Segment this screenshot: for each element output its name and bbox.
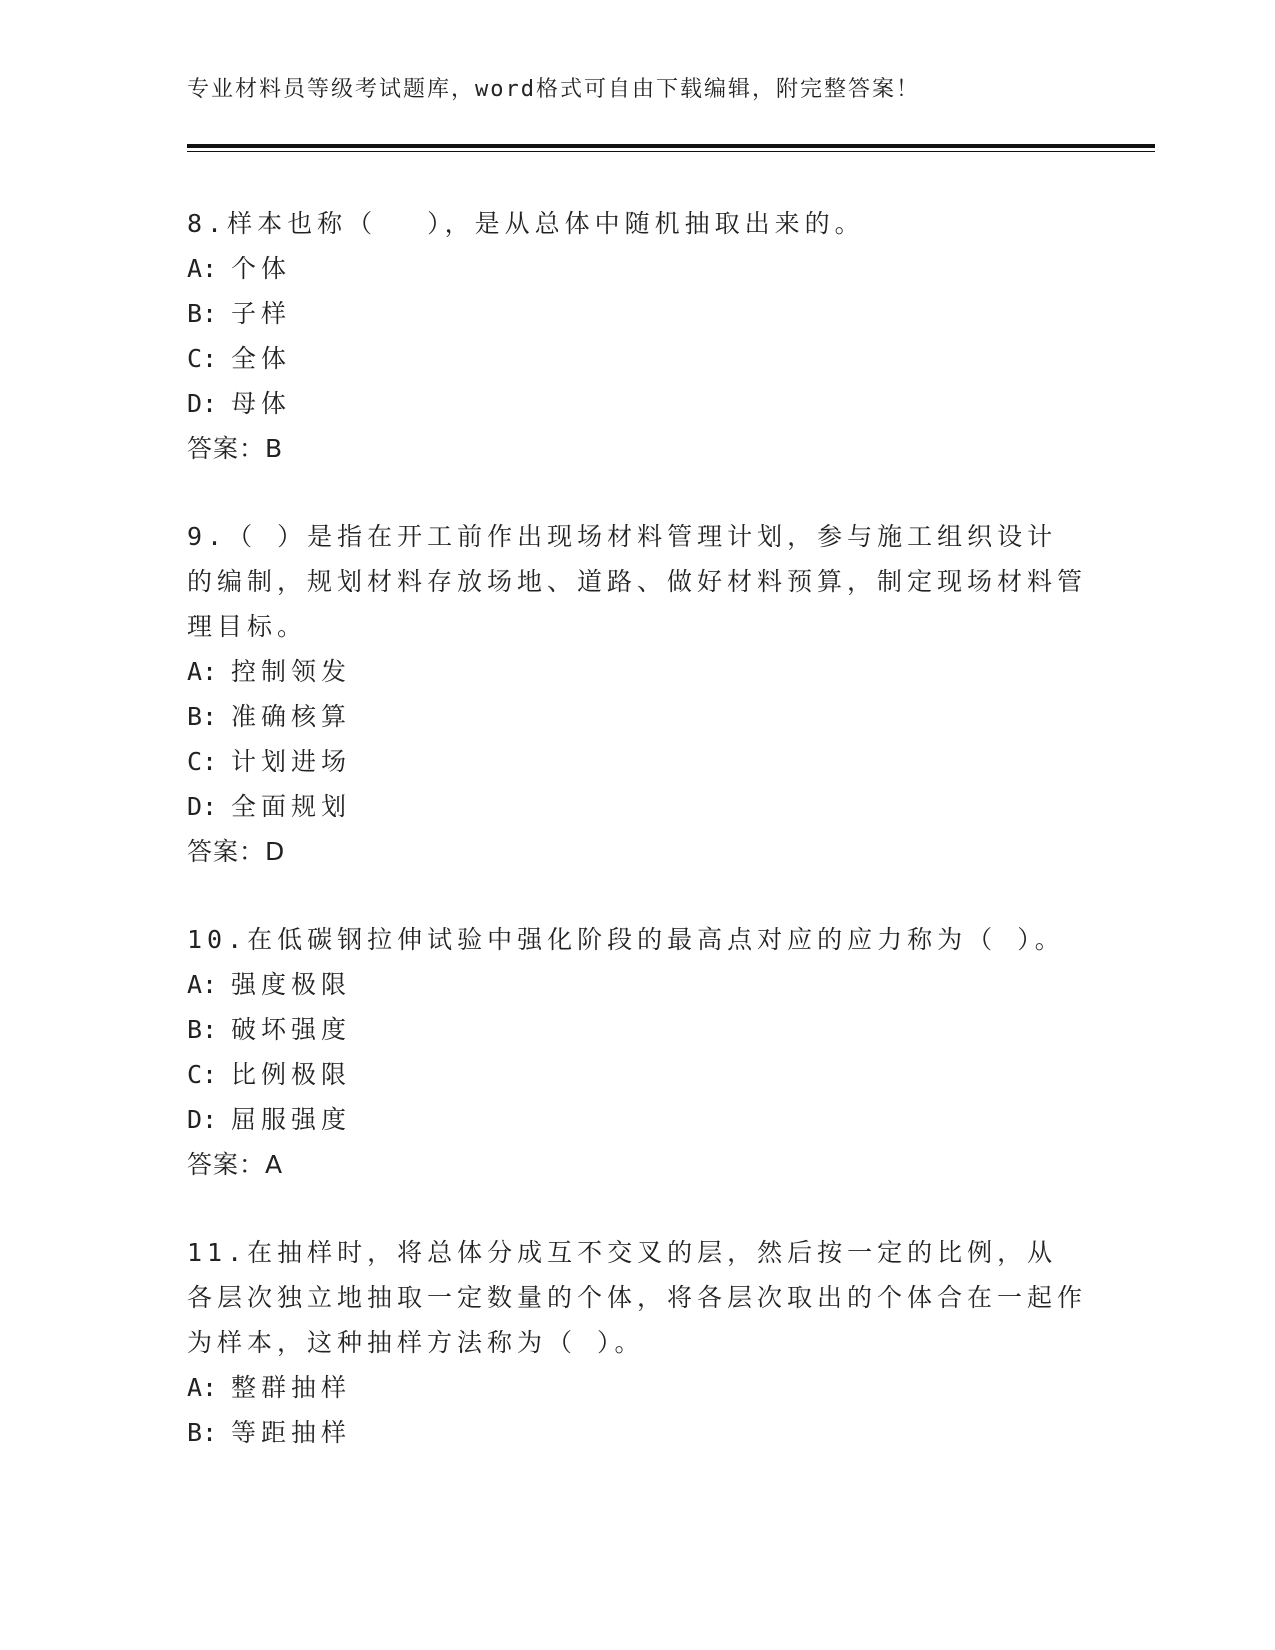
option-c: [187, 739, 1087, 784]
page-header: 专业材料员等级考试题库，word格式可自由下载编辑，附完整答案！: [187, 77, 920, 102]
option-letter: C:: [187, 1060, 218, 1089]
question-list: [187, 201, 1087, 1498]
option-d: [187, 784, 1087, 829]
question-8: [187, 201, 1087, 471]
answer-line: 答案：B: [187, 434, 284, 463]
option-text: 准确核算: [231, 702, 352, 731]
option-text: 子样: [231, 299, 292, 328]
option-text: 计划进场: [231, 747, 352, 776]
option-d: [187, 1097, 1087, 1142]
option-c: [187, 336, 1087, 381]
question-text: 9.（ ）是指在开工前作出现场材料管理计划，参与施工组织设计的编制，规划材料存放场地、道路、做好材料预算，制定现场材料管理目标。: [187, 522, 1088, 641]
option-letter: C:: [187, 344, 218, 373]
option-text: 等距抽样: [231, 1418, 352, 1447]
option-letter: A:: [187, 970, 218, 999]
question-text: 11.在抽样时，将总体分成互不交叉的层，然后按一定的比例，从各层次独立地抽取一定数量的个体，将各层次取出的个体合在一起作为样本，这种抽样方法称为（ ）。: [187, 1238, 1088, 1357]
option-text: 母体: [231, 389, 292, 418]
option-text: 破坏强度: [231, 1015, 352, 1044]
option-text: 控制领发: [231, 657, 352, 686]
option-b: [187, 291, 1087, 336]
option-text: 整群抽样: [231, 1373, 352, 1402]
answer-line: 答案：A: [187, 1150, 284, 1179]
option-text: 强度极限: [231, 970, 352, 999]
option-letter: D:: [187, 792, 218, 821]
option-letter: B:: [187, 299, 218, 328]
option-a: [187, 246, 1087, 291]
option-letter: B:: [187, 1015, 218, 1044]
header-rule-thin: [187, 151, 1155, 152]
option-b: [187, 1410, 1087, 1455]
option-text: 个体: [231, 254, 292, 283]
option-c: [187, 1052, 1087, 1097]
option-letter: B:: [187, 1418, 218, 1447]
option-d: [187, 381, 1087, 426]
question-11: [187, 1230, 1087, 1455]
option-letter: A:: [187, 254, 218, 283]
option-text: 比例极限: [231, 1060, 352, 1089]
option-text: 全体: [231, 344, 292, 373]
option-letter: A:: [187, 1373, 218, 1402]
option-letter: A:: [187, 657, 218, 686]
header-rule-thick: [187, 144, 1155, 148]
option-a: [187, 962, 1087, 1007]
answer-line: 答案：D: [187, 837, 286, 866]
option-a: [187, 1365, 1087, 1410]
question-9: [187, 514, 1087, 874]
question-text: 10.在低碳钢拉伸试验中强化阶段的最高点对应的应力称为（ ）。: [187, 925, 1065, 954]
option-letter: B:: [187, 702, 218, 731]
question-10: [187, 917, 1087, 1187]
option-letter: D:: [187, 1105, 218, 1134]
option-text: 全面规划: [231, 792, 352, 821]
option-b: [187, 1007, 1087, 1052]
option-a: [187, 649, 1087, 694]
question-text: 8.样本也称（ ），是从总体中随机抽取出来的。: [187, 209, 865, 238]
option-letter: C:: [187, 747, 218, 776]
option-b: [187, 694, 1087, 739]
option-text: 屈服强度: [231, 1105, 352, 1134]
option-letter: D:: [187, 389, 218, 418]
